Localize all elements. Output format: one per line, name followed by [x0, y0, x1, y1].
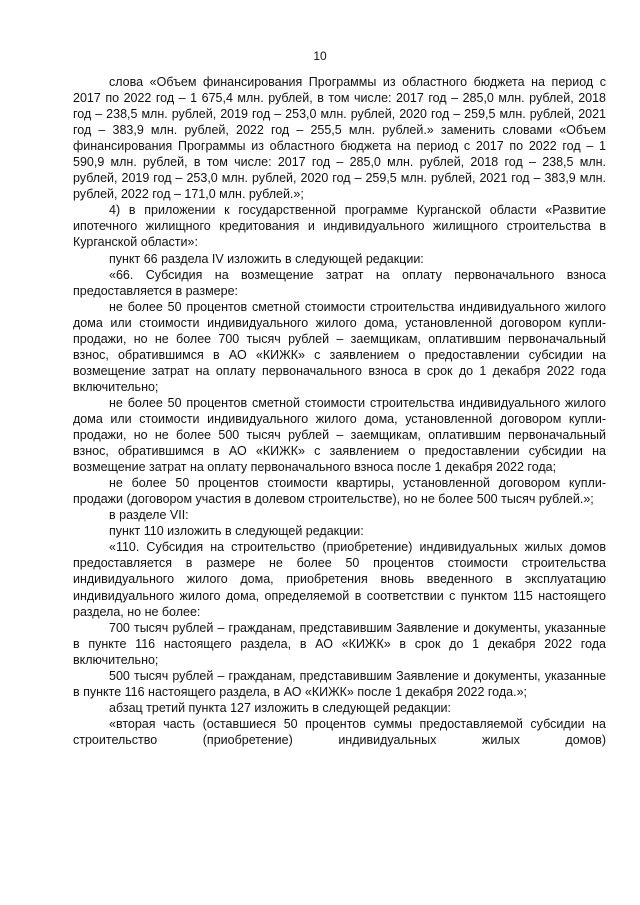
- paragraph-point-66-apartment: не более 50 процентов стоимости квартиры, установленной договором купли-продажи (договором участия в долевом строительстве), но не более 500 тысяч рублей.»;: [73, 476, 606, 507]
- paragraph-point-66: «66. Субсидия на возмещение затрат на оплату первоначального взноса предоставляется в размере:: [73, 267, 606, 298]
- paragraph-point-127: «вторая часть (оставшиеся 50 процентов суммы предоставляемой субсидии на строительство (приобретение) индивидуальных жилых домов): [73, 716, 606, 747]
- document-body: [73, 74, 606, 748]
- paragraph-financing-amendment: слова «Объем финансирования Программы из областного бюджета на период с 2017 по 2022 год – 1 675,4 млн. рублей, в том числе: 2017 год – 285,0 млн. рублей, 2018 год – 238,5 млн. рублей, 2019 год – 253,0 млн. рублей, 2020 год – 259,5 млн. рублей, 2021 год – 383,9 млн. рублей, 2022 год – 255,5 млн. рублей.» заменить словами «Объем финансирования Программы из областного бюджета на период с 2017 по 2022 год – 1 590,9 млн. рублей, в том числе: 2017 год – 285,0 млн. рублей, 2018 год – 238,5 млн. рублей, 2019 год – 253,0 млн. рублей, 2020 год – 259,5 млн. рублей, 2021 год – 383,9 млн. рублей, 2022 год – 171,0 млн. рублей.»;: [73, 75, 606, 202]
- paragraph-point-110-700k: 700 тысяч рублей – гражданам, представившим Заявление и документы, указанные в пункте 116 настоящего раздела, в АО «КИЖК» в срок до 1 декабря 2022 года включительно;: [73, 620, 606, 667]
- paragraph-point-110: «110. Субсидия на строительство (приобретение) индивидуальных жилых домов предоставляется в размере не более 50 процентов стоимости строительства индивидуального жилого дома, приобретения вновь введенного в эксплуатацию индивидуального жилого дома, определяемой в соответствии с пунктом 115 настоящего раздела, но не более:: [73, 540, 606, 619]
- paragraph-point-66-intro: пункт 66 раздела IV изложить в следующей редакции:: [109, 251, 424, 266]
- paragraph-point-127-intro: абзац третий пункта 127 изложить в следующей редакции:: [109, 700, 452, 715]
- paragraph-point-110-intro: пункт 110 изложить в следующей редакции:: [109, 524, 364, 539]
- paragraph-point-66-700k: не более 50 процентов сметной стоимости строительства индивидуального жилого дома или стоимости индивидуального жилого дома, установленной договором купли-продажи, но не более 700 тысяч рублей – заемщикам, оплатившим первоначальный взнос, обратившимся в АО «КИЖК» с заявлением о предоставлении субсидии на возмещение затрат на оплату первоначального взноса в срок до 1 декабря 2022 года включительно;: [73, 299, 606, 394]
- paragraph-point-110-500k: 500 тысяч рублей – гражданам, представившим Заявление и документы, указанные в пункте 116 настоящего раздела, в АО «КИЖК» после 1 декабря 2022 года.»;: [73, 668, 606, 699]
- page-number: 10: [313, 49, 327, 63]
- paragraph-item-4: 4) в приложении к государственной программе Курганской области «Развитие ипотечного жилищного кредитования и индивидуального жилищного строительства в Курганской области»:: [73, 203, 606, 250]
- paragraph-point-66-500k: не более 50 процентов сметной стоимости строительства индивидуального жилого дома или стоимости индивидуального жилого дома, установленной договором купли-продажи, но не более 500 тысяч рублей – заемщикам, оплатившим первоначальный взнос, обратившимся в АО «КИЖК» с заявлением о предоставлении субсидии на возмещение затрат на оплату первоначального взноса после 1 декабря 2022 года;: [73, 395, 606, 475]
- paragraph-section-7: в разделе VII:: [109, 508, 189, 523]
